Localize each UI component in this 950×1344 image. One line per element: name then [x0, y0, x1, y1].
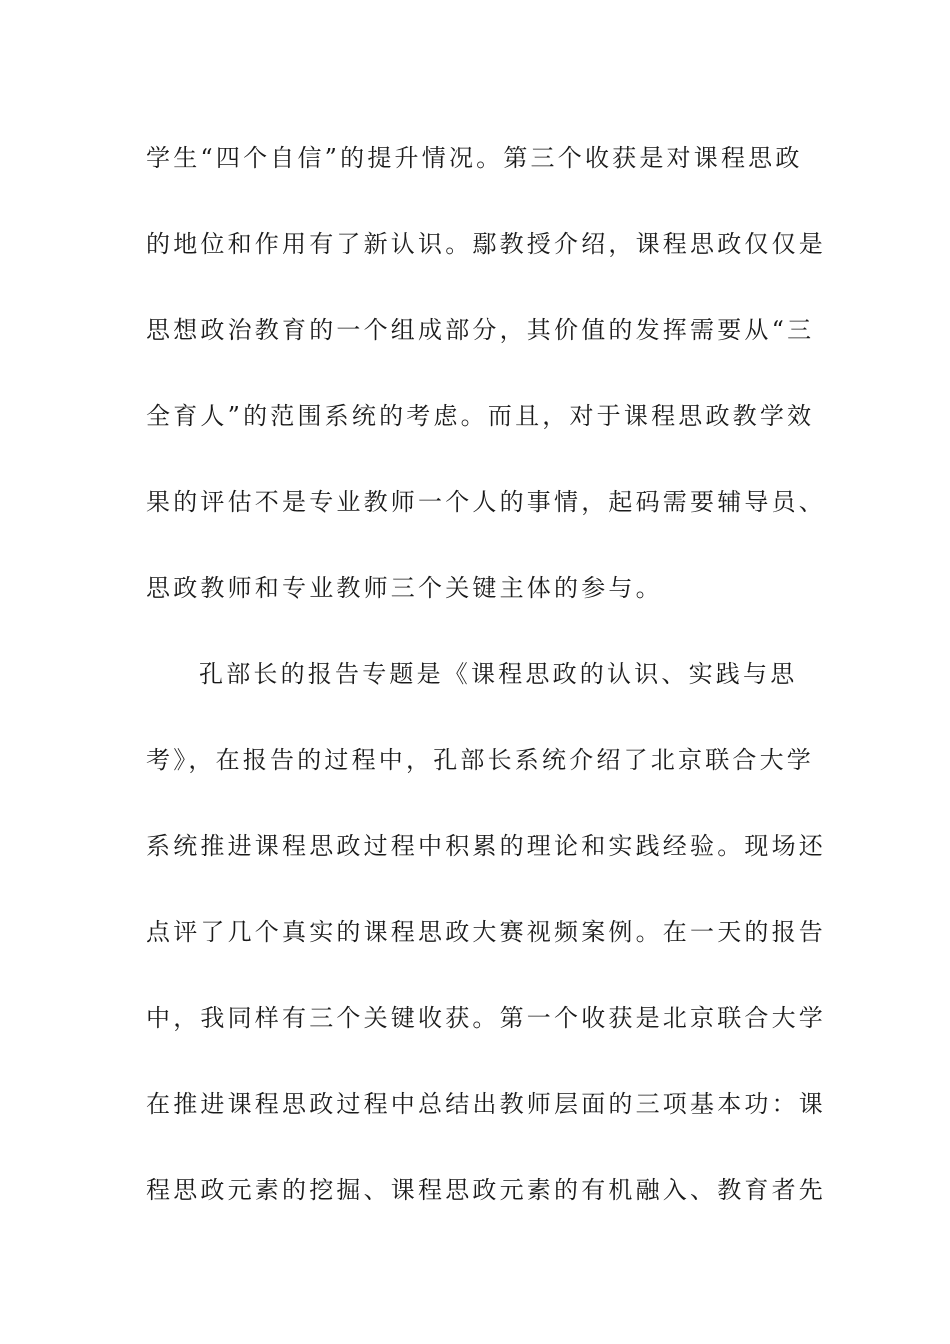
paragraph-first-line: 孔部长的报告专题是《课程思政的认识、实践与思 — [199, 660, 798, 688]
text-line: 学生“四个自信”的提升情况。第三个收获是对课程思政 — [146, 144, 803, 172]
text-line: 系统推进课程思政过程中积累的理论和实践经验。现场还 — [146, 832, 826, 860]
text-line: 果的评估不是专业教师一个人的事情，起码需要辅导员、 — [146, 488, 826, 516]
text-line: 思想政治教育的一个组成部分，其价值的发挥需要从“三 — [146, 316, 815, 344]
text-line: 的地位和作用有了新认识。鄢教授介绍，课程思政仅仅是 — [146, 230, 826, 258]
text-line: 程思政元素的挖掘、课程思政元素的有机融入、教育者先 — [146, 1176, 826, 1204]
text-line: 思政教师和专业教师三个关键主体的参与。 — [146, 574, 663, 602]
text-line: 在推进课程思政过程中总结出教师层面的三项基本功：课 — [146, 1090, 826, 1118]
text-line: 考》，在报告的过程中，孔部长系统介绍了北京联合大学 — [146, 746, 814, 774]
text-line: 点评了几个真实的课程思政大赛视频案例。在一天的报告 — [146, 918, 826, 946]
text-line: 中，我同样有三个关键收获。第一个收获是北京联合大学 — [146, 1004, 826, 1032]
text-line: 全育人”的范围系统的考虑。而且，对于课程思政教学效 — [146, 402, 815, 430]
